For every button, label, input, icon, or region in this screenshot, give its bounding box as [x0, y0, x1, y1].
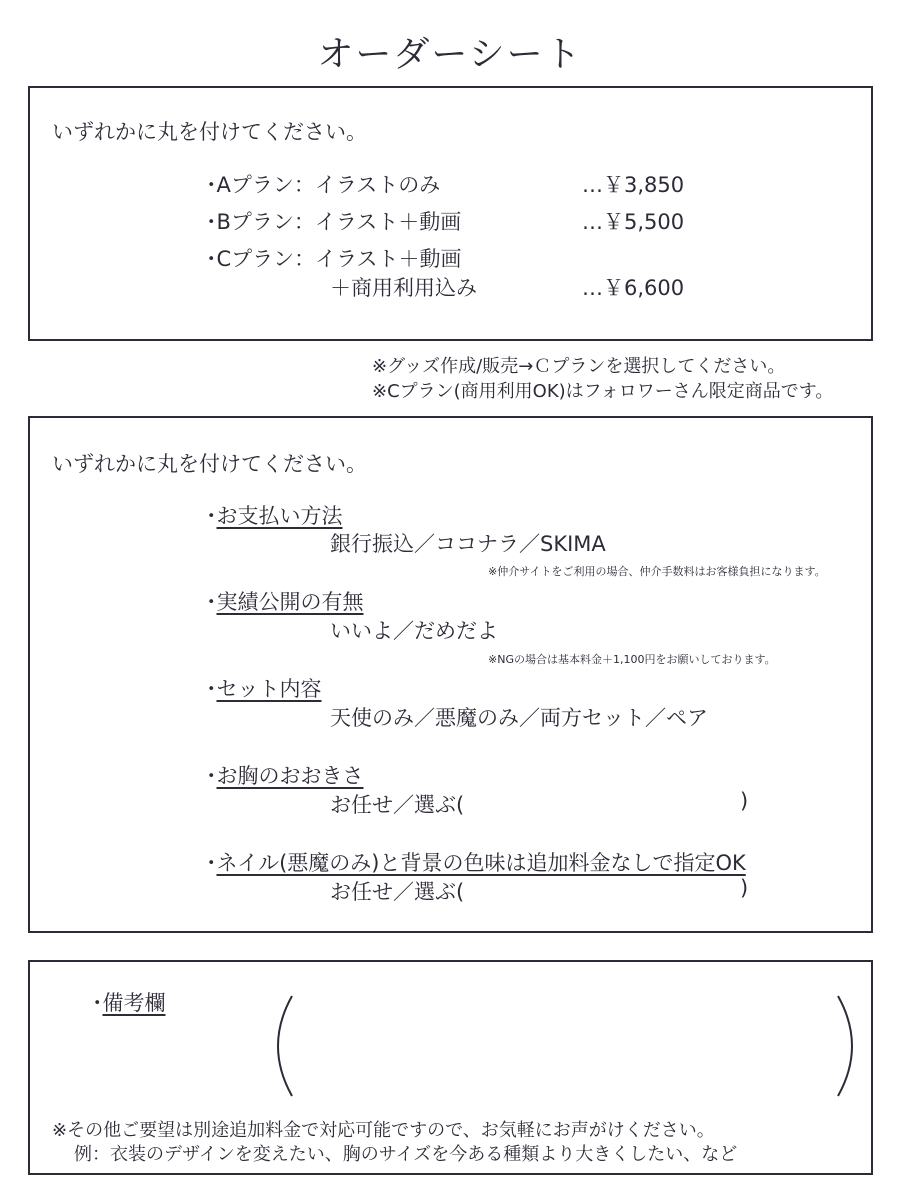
nail-choices[interactable]: お任せ／選ぶ( — [330, 880, 465, 904]
nail-close-paren: ) — [740, 876, 749, 900]
payment-heading-text: お支払い方法 — [216, 504, 343, 528]
plan-note-goods: ※グッズ作成/販売→Ｃプランを選択してください。 — [372, 356, 786, 377]
set-heading: ･セット内容 — [206, 677, 322, 701]
chest-heading: ･お胸のおおきさ — [206, 764, 364, 788]
payment-note: ※仲介サイトをご利用の場合、仲介手数料はお客様負担になります。 — [488, 565, 826, 578]
plan-note-followers: ※Cプラン(商用利用OK)はフォロワーさん限定商品です。 — [372, 381, 834, 402]
publish-note: ※NGの場合は基本料金＋1,100円をお願いしております。 — [488, 653, 776, 666]
plan-instruction: いずれかに丸を付けてください。 — [52, 120, 367, 144]
payment-choices[interactable]: 銀行振込／ココナラ／SKIMA — [330, 532, 606, 556]
publish-heading-text: 実績公開の有無 — [216, 590, 364, 614]
chest-heading-text: お胸のおおきさ — [216, 764, 364, 788]
nail-heading-text: ネイル(悪魔のみ)と背景の色味は追加料金なしで指定OK — [216, 851, 746, 875]
remarks-left-paren — [278, 996, 292, 1096]
plan-b-price: …￥5,500 — [582, 210, 685, 234]
remarks-heading-text: 備考欄 — [102, 991, 166, 1015]
chest-choices[interactable]: お任せ／選ぶ( — [330, 793, 465, 817]
remarks-heading: ･備考欄 — [92, 991, 166, 1015]
chest-close-paren: ) — [740, 789, 749, 813]
payment-heading: ･お支払い方法 — [206, 504, 343, 528]
options-instruction: いずれかに丸を付けてください。 — [52, 452, 367, 476]
remarks-example: 例：衣装のデザインを変えたい、胸のサイズを今ある種類より大きくしたい、など — [74, 1144, 738, 1165]
publish-heading: ･実績公開の有無 — [206, 590, 364, 614]
plan-c-label-2: ＋商用利用込み — [330, 276, 477, 300]
remarks-right-paren — [838, 996, 852, 1096]
set-heading-text: セット内容 — [216, 677, 322, 701]
remarks-note: ※その他ご要望は別途追加料金で対応可能ですので、お気軽にお声がけください。 — [52, 1120, 715, 1141]
plan-a-price: …￥3,850 — [582, 173, 685, 197]
plan-b-label[interactable]: ･Bプラン：イラスト＋動画 — [206, 210, 462, 234]
plan-a-label[interactable]: ･Aプラン：イラストのみ — [206, 173, 441, 197]
remarks-input-area[interactable] — [270, 992, 870, 1100]
publish-choices[interactable]: いいよ／だめだよ — [330, 619, 498, 643]
page-title: オーダーシート — [317, 34, 583, 75]
plan-c-label[interactable]: ･Cプラン：イラスト＋動画 — [206, 247, 462, 271]
nail-heading: ･ネイル(悪魔のみ)と背景の色味は追加料金なしで指定OK — [206, 851, 746, 875]
set-choices[interactable]: 天使のみ／悪魔のみ／両方セット／ペア — [330, 706, 708, 730]
plan-c-price: …￥6,600 — [582, 276, 685, 300]
